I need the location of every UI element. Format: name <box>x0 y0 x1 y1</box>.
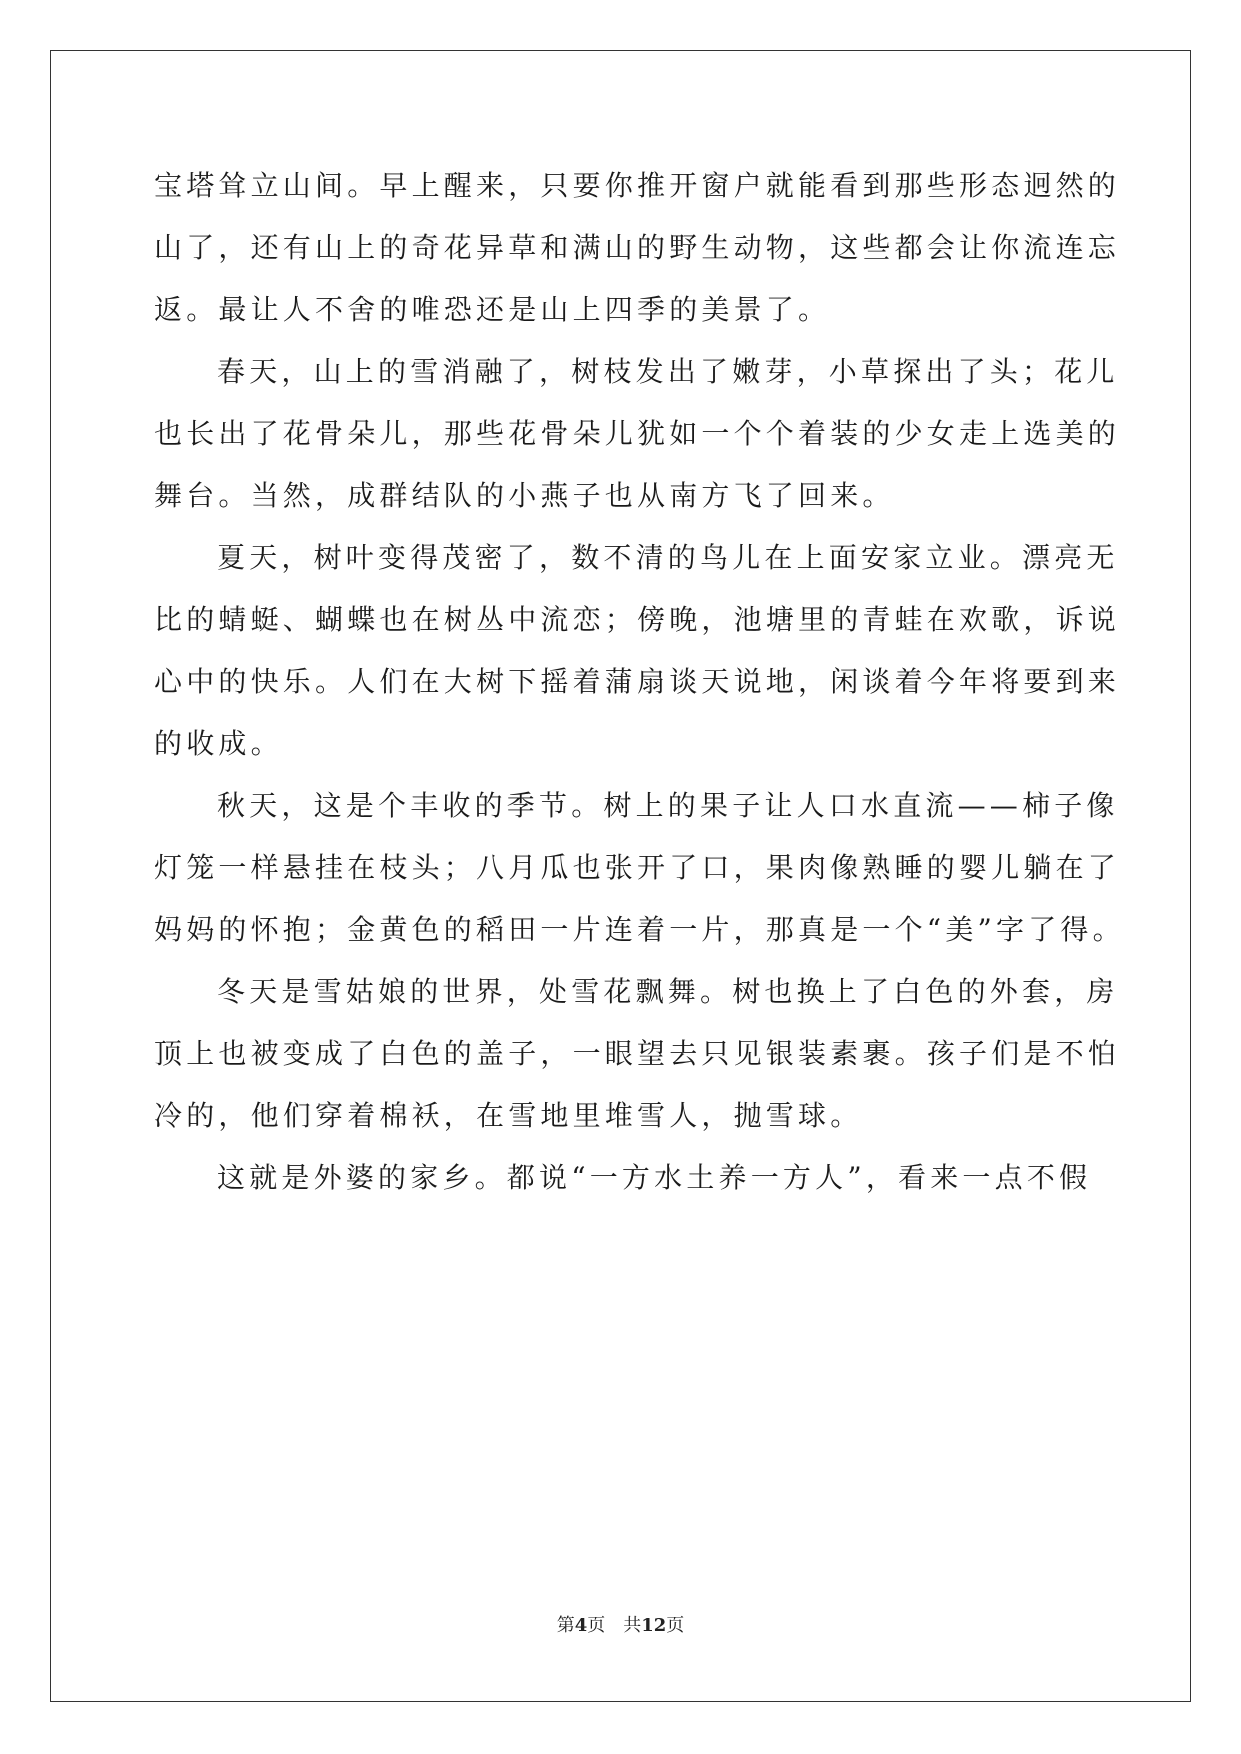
text-line: 秋天，这是个丰收的季节。树上的果子让人口水直流——柿子像 <box>217 789 1119 822</box>
text-line: 妈妈的怀抱；金黄色的稻田一片连着一片，那真是一个“美”字了得。 <box>154 913 1125 946</box>
text-line: 也长出了花骨朵儿，那些花骨朵儿犹如一个个着装的少女走上选美的 <box>154 417 1121 450</box>
body-text <box>154 155 1125 1209</box>
footer-suffix: 页 <box>666 1615 685 1636</box>
text-line: 山了，还有山上的奇花异草和满山的野生动物，这些都会让你流连忘 <box>154 231 1121 264</box>
text-line: 心中的快乐。人们在大树下摇着蒲扇谈天说地，闲谈着今年将要到来 <box>154 665 1121 698</box>
text-line: 春天，山上的雪消融了，树枝发出了嫩芽，小草探出了头；花儿 <box>217 355 1119 388</box>
text-line: 冷的，他们穿着棉袄，在雪地里堆雪人，抛雪球。 <box>154 1099 863 1132</box>
footer-middle: 页 共 <box>587 1615 642 1636</box>
footer-prefix: 第 <box>556 1615 575 1636</box>
page-footer <box>0 1614 1241 1638</box>
text-line: 顶上也被变成了白色的盖子，一眼望去只见银装素裹。孩子们是不怕 <box>154 1037 1121 1070</box>
total-page-number: 12 <box>641 1615 667 1636</box>
text-line: 灯笼一样悬挂在枝头；八月瓜也张开了口，果肉像熟睡的婴儿躺在了 <box>154 851 1121 884</box>
text-line: 返。最让人不舍的唯恐还是山上四季的美景了。 <box>154 293 831 326</box>
text-line: 舞台。当然，成群结队的小燕子也从南方飞了回来。 <box>154 479 895 512</box>
text-line: 这就是外婆的家乡。都说“一方水土养一方人”，看来一点不假 <box>217 1161 1092 1194</box>
text-line: 夏天，树叶变得茂密了，数不清的鸟儿在上面安家立业。漂亮无 <box>217 541 1119 574</box>
text-line: 的收成。 <box>154 727 283 760</box>
text-line: 宝塔耸立山间。早上醒来，只要你推开窗户就能看到那些形态迥然的 <box>154 169 1121 202</box>
current-page-number: 4 <box>574 1615 588 1636</box>
text-line: 冬天是雪姑娘的世界，处雪花飘舞。树也换上了白色的外套，房 <box>217 975 1119 1008</box>
text-line: 比的蜻蜓、蝴蝶也在树丛中流恋；傍晚，池塘里的青蛙在欢歌，诉说 <box>154 603 1121 636</box>
